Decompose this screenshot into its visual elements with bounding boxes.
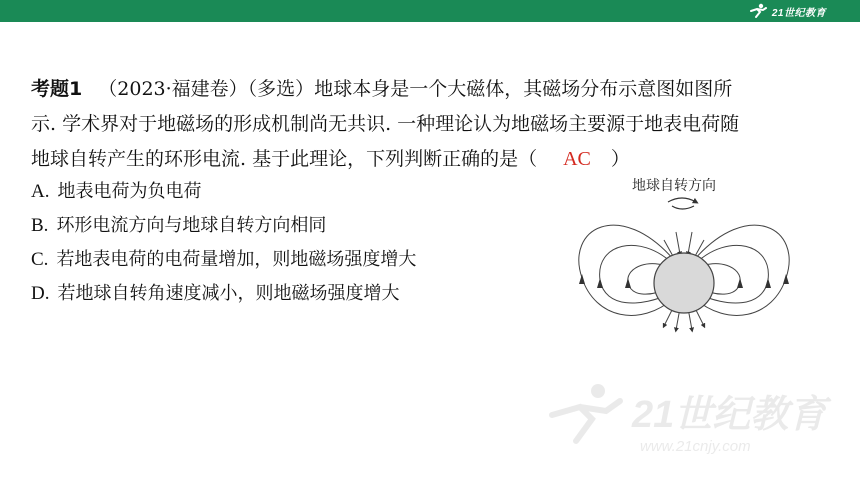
watermark-text: 21世纪教育 xyxy=(632,394,827,436)
option-d: D. 若地球自转角速度减小，则地磁场强度增大 xyxy=(31,283,400,304)
logo-text: 21世纪教育 xyxy=(771,7,826,19)
question-line-1 xyxy=(31,72,831,107)
option-a: A. 地表电荷为负电荷 xyxy=(31,181,202,202)
site-logo xyxy=(748,2,826,20)
question-line3-prefix: 地球自转产生的环形电流. 基于此理论，下列判断正确的是（ xyxy=(31,148,538,170)
question-line-2: 示. 学术界对于地磁场的形成机制尚无共识. 一种理论认为地磁场主要源于地表电荷随 xyxy=(31,113,740,135)
option-b: B. 环形电流方向与地球自转方向相同 xyxy=(31,215,327,236)
watermark-logo xyxy=(540,375,840,460)
question-source: （2023·福建卷）（多选） xyxy=(98,78,315,100)
question-label: 考题1 xyxy=(31,78,83,100)
answer-text: AC xyxy=(563,148,591,170)
earth-sphere xyxy=(654,253,714,313)
diagram-caption: 地球自转方向 xyxy=(632,178,716,194)
question-text xyxy=(31,72,831,177)
geomagnetic-field-diagram xyxy=(560,168,800,353)
option-c: C. 若地表电荷的电荷量增加，则地磁场强度增大 xyxy=(31,249,417,270)
question-line1-text: 地球本身是一个大磁体，其磁场分布示意图如图所 xyxy=(314,78,733,100)
question-line3-suffix: ） xyxy=(610,148,630,170)
watermark-url: www.21cnjy.com xyxy=(640,438,751,455)
header-bar xyxy=(0,0,860,22)
options-list xyxy=(31,175,416,311)
runner-logo-icon xyxy=(748,3,768,19)
rotation-arrow-icon xyxy=(668,198,696,209)
